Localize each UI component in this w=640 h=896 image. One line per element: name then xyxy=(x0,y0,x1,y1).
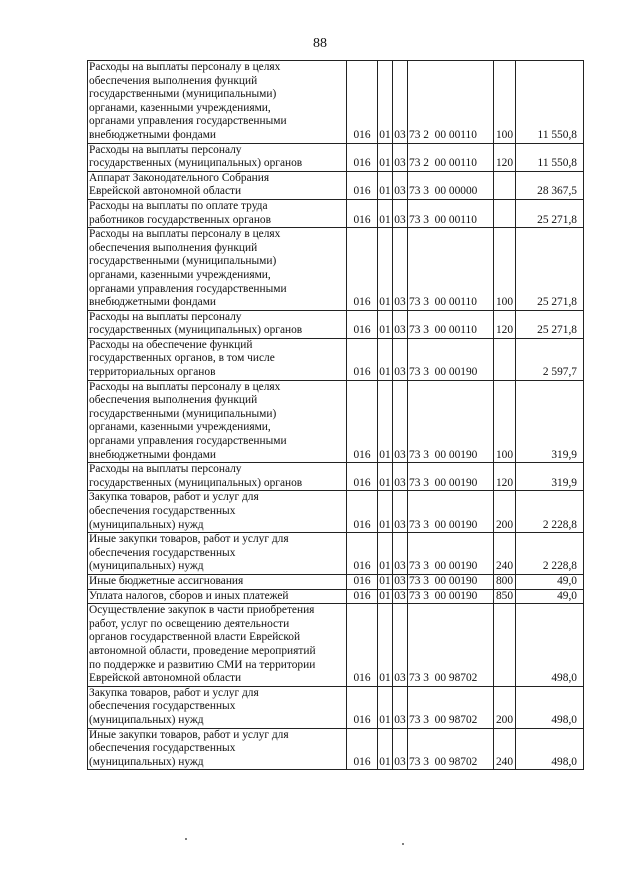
expense-type-code: 850 xyxy=(494,589,516,604)
row-name-line: (муниципальных) нужд xyxy=(89,713,204,726)
row-name-line: обеспечения выполнения функций xyxy=(89,74,258,87)
table-row xyxy=(88,604,584,687)
amount: 49,0 xyxy=(516,574,584,589)
page-number: 88 xyxy=(313,36,327,51)
table-row xyxy=(88,143,584,171)
row-name xyxy=(88,380,347,463)
target-article-code: 73 3 00 00190 xyxy=(408,491,494,533)
subsection-code: 03 xyxy=(393,463,408,491)
ministry-code: 016 xyxy=(347,491,378,533)
scan-speck xyxy=(185,838,187,840)
row-name-line: внебюджетными фондами xyxy=(89,128,217,141)
row-name-line: обеспечения государственных xyxy=(89,742,236,755)
subsection-code: 03 xyxy=(393,574,408,589)
row-name-line: обеспечения государственных xyxy=(89,505,236,517)
row-name xyxy=(88,338,347,380)
row-name-line: государственными (муниципальными) xyxy=(89,407,277,420)
target-article-code: 73 3 00 00190 xyxy=(408,589,494,604)
target-article-code: 73 3 00 00110 xyxy=(408,199,494,227)
row-name-line: (муниципальных) нужд xyxy=(89,560,204,573)
target-article-code: 73 2 00 00110 xyxy=(408,61,494,144)
budget-table xyxy=(87,60,584,770)
row-name-line: Иные закупки товаров, работ и услуг для xyxy=(89,728,289,741)
row-name-line: органами, казенными учреждениями, xyxy=(89,101,271,114)
row-name xyxy=(88,728,347,770)
amount: 11 550,8 xyxy=(516,61,584,144)
row-name-line: по поддержке и развитию СМИ на территории xyxy=(89,658,316,671)
row-name-line: органами управления государственными xyxy=(89,115,287,128)
row-name-line: органами, казенными учреждениями, xyxy=(89,421,271,434)
ministry-code: 016 xyxy=(347,380,378,463)
row-name-line: Иные бюджетные ассигнования xyxy=(89,574,244,587)
ministry-code: 016 xyxy=(347,143,378,171)
expense-type-code: 240 xyxy=(494,728,516,770)
target-article-code: 73 3 00 00110 xyxy=(408,228,494,311)
scan-speck xyxy=(402,843,404,845)
row-name-line: органами управления государственными xyxy=(89,282,287,295)
expense-type-code: 100 xyxy=(494,228,516,311)
row-name-line: автономной области, проведение мероприятий xyxy=(89,644,316,657)
section-code: 01 xyxy=(378,61,393,144)
row-name-line: Закупка товаров, работ и услуг для xyxy=(89,491,259,504)
table-row xyxy=(88,171,584,199)
ministry-code: 016 xyxy=(347,338,378,380)
row-name-line: (муниципальных) нужд xyxy=(89,518,204,531)
amount: 2 228,8 xyxy=(516,491,584,533)
target-article-code: 73 3 00 00190 xyxy=(408,463,494,491)
row-name xyxy=(88,199,347,227)
row-name-line: Осуществление закупок в части приобретения xyxy=(89,604,315,617)
section-code: 01 xyxy=(378,686,393,728)
amount: 25 271,8 xyxy=(516,199,584,227)
ministry-code: 016 xyxy=(347,171,378,199)
amount: 319,9 xyxy=(516,380,584,463)
row-name-line: Расходы на выплаты персоналу xyxy=(89,310,242,323)
row-name-line: государственных органов, в том числе xyxy=(89,352,275,365)
row-name-line: органами управления государственными xyxy=(89,435,287,448)
row-name-line: Уплата налогов, сборов и иных платежей xyxy=(89,589,289,602)
row-name-line: Расходы на выплаты персоналу в целях xyxy=(89,380,281,393)
section-code: 01 xyxy=(378,338,393,380)
table-row xyxy=(88,574,584,589)
row-name-line: обеспечения государственных xyxy=(89,546,236,559)
ministry-code: 016 xyxy=(347,589,378,604)
target-article-code: 73 2 00 00110 xyxy=(408,143,494,171)
subsection-code: 03 xyxy=(393,338,408,380)
section-code: 01 xyxy=(378,574,393,589)
expense-type-code xyxy=(494,171,516,199)
table-row xyxy=(88,686,584,728)
expense-type-code: 800 xyxy=(494,574,516,589)
subsection-code: 03 xyxy=(393,199,408,227)
row-name xyxy=(88,589,347,604)
table-row xyxy=(88,491,584,533)
row-name-line: Расходы на выплаты персоналу xyxy=(89,143,242,156)
subsection-code: 03 xyxy=(393,310,408,338)
amount: 319,9 xyxy=(516,463,584,491)
row-name-line: работников государственных органов xyxy=(89,213,272,226)
row-name-line: (муниципальных) нужд xyxy=(89,755,204,768)
target-article-code: 73 3 00 98702 xyxy=(408,604,494,687)
subsection-code: 03 xyxy=(393,228,408,311)
target-article-code: 73 3 00 00190 xyxy=(408,574,494,589)
amount: 2 597,7 xyxy=(516,338,584,380)
ministry-code: 016 xyxy=(347,604,378,687)
row-name-line: территориальных органов xyxy=(89,366,216,379)
ministry-code: 016 xyxy=(347,533,378,575)
row-name xyxy=(88,686,347,728)
row-name-line: Иные закупки товаров, работ и услуг для xyxy=(89,533,289,546)
subsection-code: 03 xyxy=(393,380,408,463)
row-name-line: Еврейской автономной области xyxy=(89,185,242,198)
row-name xyxy=(88,574,347,589)
expense-type-code: 200 xyxy=(494,686,516,728)
section-code: 01 xyxy=(378,589,393,604)
expense-type-code xyxy=(494,199,516,227)
section-code: 01 xyxy=(378,171,393,199)
table-row xyxy=(88,199,584,227)
amount: 498,0 xyxy=(516,728,584,770)
ministry-code: 016 xyxy=(347,228,378,311)
row-name xyxy=(88,143,347,171)
table-row xyxy=(88,380,584,463)
row-name-line: государственных (муниципальных) органов xyxy=(89,157,303,170)
row-name-line: государственных (муниципальных) органов xyxy=(89,324,303,337)
table-row xyxy=(88,728,584,770)
section-code: 01 xyxy=(378,143,393,171)
row-name-line: Расходы на выплаты персоналу в целях xyxy=(89,228,281,241)
ministry-code: 016 xyxy=(347,463,378,491)
ministry-code: 016 xyxy=(347,728,378,770)
section-code: 01 xyxy=(378,310,393,338)
ministry-code: 016 xyxy=(347,61,378,144)
ministry-code: 016 xyxy=(347,310,378,338)
amount: 25 271,8 xyxy=(516,228,584,311)
target-article-code: 73 3 00 00110 xyxy=(408,310,494,338)
row-name xyxy=(88,61,347,144)
expense-type-code: 120 xyxy=(494,310,516,338)
target-article-code: 73 3 00 98702 xyxy=(408,686,494,728)
section-code: 01 xyxy=(378,463,393,491)
row-name xyxy=(88,463,347,491)
expense-type-code: 100 xyxy=(494,380,516,463)
section-code: 01 xyxy=(378,491,393,533)
section-code: 01 xyxy=(378,533,393,575)
subsection-code: 03 xyxy=(393,589,408,604)
amount: 28 367,5 xyxy=(516,171,584,199)
row-name-line: работ, услуг по освещению деятельности xyxy=(89,617,290,630)
subsection-code: 03 xyxy=(393,491,408,533)
ministry-code: 016 xyxy=(347,686,378,728)
row-name-line: государственных (муниципальных) органов xyxy=(89,476,303,489)
amount: 498,0 xyxy=(516,686,584,728)
section-code: 01 xyxy=(378,728,393,770)
subsection-code: 03 xyxy=(393,533,408,575)
amount: 49,0 xyxy=(516,589,584,604)
table-row xyxy=(88,61,584,144)
target-article-code: 73 3 00 00190 xyxy=(408,338,494,380)
subsection-code: 03 xyxy=(393,61,408,144)
row-name xyxy=(88,228,347,311)
subsection-code: 03 xyxy=(393,604,408,687)
expense-type-code: 100 xyxy=(494,61,516,144)
target-article-code: 73 3 00 00000 xyxy=(408,171,494,199)
row-name-line: внебюджетными фондами xyxy=(89,448,217,461)
expense-type-code xyxy=(494,338,516,380)
table-row xyxy=(88,310,584,338)
expense-type-code: 240 xyxy=(494,533,516,575)
section-code: 01 xyxy=(378,604,393,687)
row-name-line: Расходы на выплаты персоналу xyxy=(89,463,242,476)
row-name xyxy=(88,533,347,575)
section-code: 01 xyxy=(378,228,393,311)
row-name-line: Аппарат Законодательного Собрания xyxy=(89,171,270,184)
target-article-code: 73 3 00 00190 xyxy=(408,533,494,575)
row-name xyxy=(88,171,347,199)
subsection-code: 03 xyxy=(393,171,408,199)
row-name-line: внебюджетными фондами xyxy=(89,296,217,309)
expense-type-code: 120 xyxy=(494,463,516,491)
amount: 11 550,8 xyxy=(516,143,584,171)
row-name-line: государственными (муниципальными) xyxy=(89,255,277,268)
table-row xyxy=(88,533,584,575)
row-name-line: органами, казенными учреждениями, xyxy=(89,268,271,281)
row-name-line: обеспечения государственных xyxy=(89,700,236,713)
row-name-line: Расходы на выплаты по оплате труда xyxy=(89,199,268,212)
row-name xyxy=(88,310,347,338)
table-row xyxy=(88,463,584,491)
row-name-line: Расходы на обеспечение функций xyxy=(89,338,253,351)
expense-type-code: 120 xyxy=(494,143,516,171)
table-body xyxy=(88,61,584,770)
row-name xyxy=(88,491,347,533)
table-row xyxy=(88,338,584,380)
row-name-line: Расходы на выплаты персоналу в целях xyxy=(89,61,281,73)
row-name xyxy=(88,604,347,687)
amount: 498,0 xyxy=(516,604,584,687)
row-name-line: органов государственной власти Еврейской xyxy=(89,631,301,644)
section-code: 01 xyxy=(378,380,393,463)
expense-type-code: 200 xyxy=(494,491,516,533)
amount: 2 228,8 xyxy=(516,533,584,575)
table-row xyxy=(88,228,584,311)
row-name-line: государственными (муниципальными) xyxy=(89,88,277,101)
expense-type-code xyxy=(494,604,516,687)
ministry-code: 016 xyxy=(347,199,378,227)
target-article-code: 73 3 00 98702 xyxy=(408,728,494,770)
amount: 25 271,8 xyxy=(516,310,584,338)
subsection-code: 03 xyxy=(393,143,408,171)
ministry-code: 016 xyxy=(347,574,378,589)
section-code: 01 xyxy=(378,199,393,227)
row-name-line: Еврейской автономной области xyxy=(89,672,242,685)
subsection-code: 03 xyxy=(393,686,408,728)
target-article-code: 73 3 00 00190 xyxy=(408,380,494,463)
row-name-line: обеспечения выполнения функций xyxy=(89,241,258,254)
row-name-line: Закупка товаров, работ и услуг для xyxy=(89,686,259,699)
table-row xyxy=(88,589,584,604)
subsection-code: 03 xyxy=(393,728,408,770)
row-name-line: обеспечения выполнения функций xyxy=(89,394,258,407)
